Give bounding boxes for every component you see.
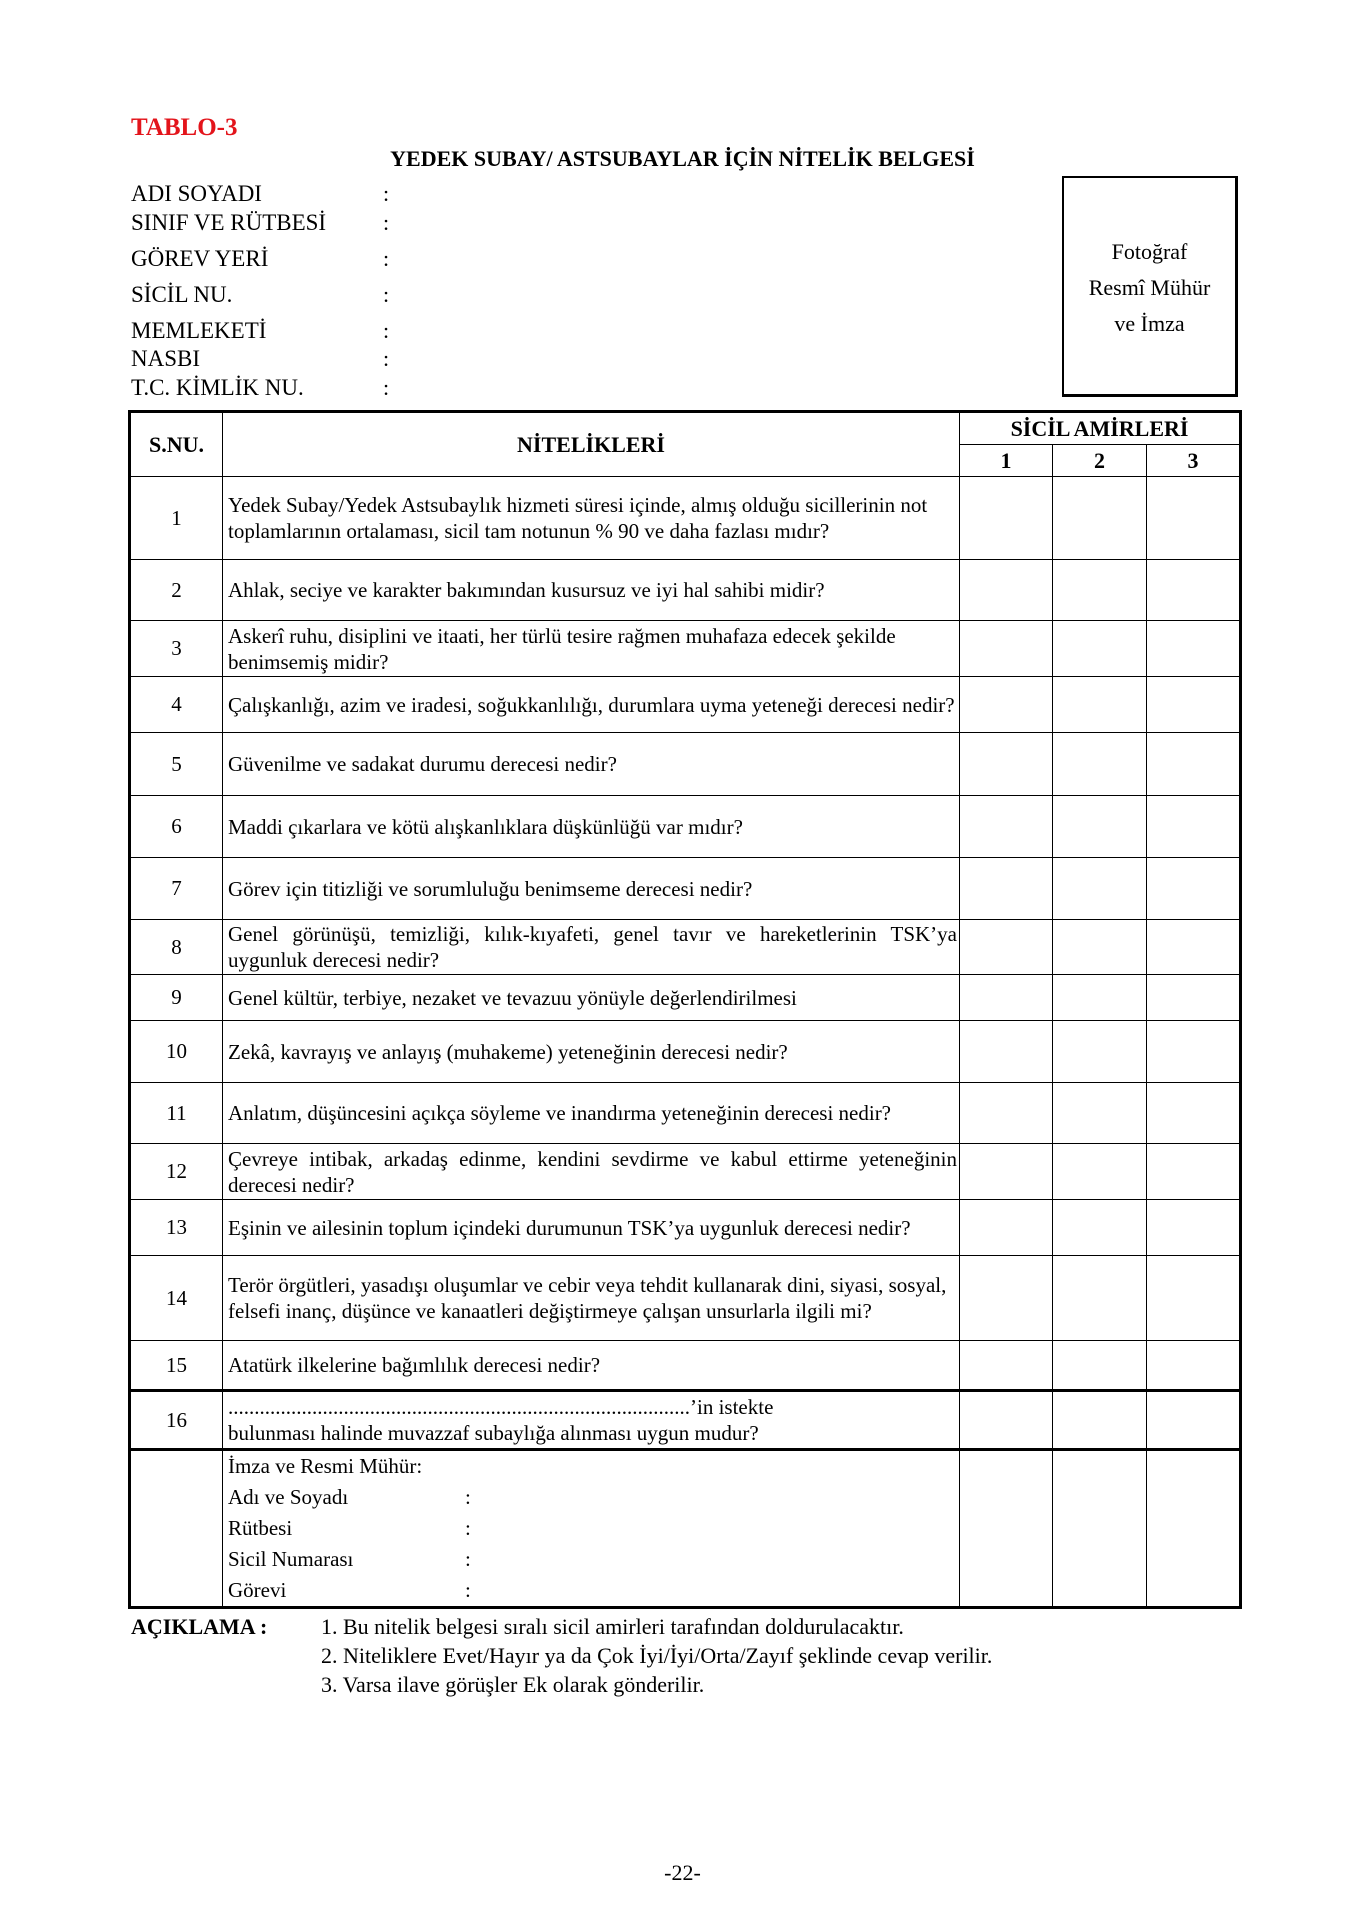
table-row <box>130 1256 1241 1341</box>
qualification-table <box>128 410 1242 1609</box>
answer-cell-1[interactable] <box>960 1391 1053 1450</box>
row-number: 6 <box>130 796 223 858</box>
info-colon: : <box>383 246 390 271</box>
table-label: TABLO-3 <box>131 114 238 141</box>
row-number: 2 <box>130 560 223 621</box>
answer-cell-2[interactable] <box>1053 975 1147 1021</box>
photo-label: Resmî Mühür <box>1088 275 1211 300</box>
table-row <box>130 560 1241 621</box>
answer-cell-3[interactable] <box>1147 1256 1241 1341</box>
answer-cell-1[interactable] <box>960 560 1053 621</box>
row-number: 10 <box>130 1021 223 1083</box>
answer-cell-3[interactable] <box>1147 1083 1241 1144</box>
signature-title: İmza ve Resmi Mühür: <box>228 1454 423 1478</box>
table-row <box>130 858 1241 920</box>
header-sicil-1: 1 <box>960 445 1053 477</box>
info-label: NASBI <box>131 346 201 371</box>
signature-colon: : <box>465 1547 471 1571</box>
header-nitelikler: NİTELİKLERİ <box>223 412 960 477</box>
answer-cell-1[interactable] <box>960 1083 1053 1144</box>
answer-cell-1[interactable] <box>960 1256 1053 1341</box>
photo-label: Fotoğraf <box>1111 239 1188 264</box>
signature-block <box>223 1450 960 1608</box>
row-question: Görev için titizliği ve sorumluluğu benimseme derecesi nedir? <box>223 858 960 920</box>
row-number: 16 <box>130 1391 223 1450</box>
row-question: Askerî ruhu, disiplini ve itaati, her türlü tesire rağmen muhafaza edecek şekilde benimsemiş midir? <box>223 621 960 677</box>
answer-cell-1[interactable] <box>960 975 1053 1021</box>
answer-cell-3[interactable] <box>1147 677 1241 733</box>
table-row <box>130 1144 1241 1200</box>
answer-cell-3[interactable] <box>1147 1341 1241 1391</box>
answer-cell-2[interactable] <box>1053 1391 1147 1450</box>
answer-cell-3[interactable] <box>1147 1391 1241 1450</box>
signature-label: Görevi <box>228 1578 287 1602</box>
row-number: 13 <box>130 1200 223 1256</box>
row-question: Çevreye intibak, arkadaş edinme, kendini sevdirme ve kabul ettirme yeteneğinin derecesi nedir? <box>223 1144 960 1200</box>
signature-label: Rütbesi <box>228 1516 293 1540</box>
answer-cell-2[interactable] <box>1053 796 1147 858</box>
info-label: GÖREV YERİ <box>131 246 269 271</box>
info-label: T.C. KİMLİK NU. <box>131 375 304 400</box>
note-item: 1. Bu nitelik belgesi sıralı sicil amirleri tarafından doldurulacaktır. <box>321 1614 904 1639</box>
info-colon: : <box>383 346 390 371</box>
header-sicil-3: 3 <box>1147 445 1241 477</box>
row-number: 15 <box>130 1341 223 1391</box>
header-sicil-amirleri: SİCİL AMİRLERİ <box>960 412 1241 445</box>
table-row <box>130 1021 1241 1083</box>
row-question: Ahlak, seciye ve karakter bakımından kusursuz ve iyi hal sahibi midir? <box>223 560 960 621</box>
info-label: SINIF VE RÜTBESİ <box>131 210 327 235</box>
answer-cell-1[interactable] <box>960 1200 1053 1256</box>
signature-cell-1[interactable] <box>960 1450 1053 1608</box>
note-item: 3. Varsa ilave görüşler Ek olarak gönderilir. <box>321 1672 705 1697</box>
signature-field <box>228 1482 957 1513</box>
signature-colon: : <box>465 1485 471 1509</box>
answer-cell-3[interactable] <box>1147 1021 1241 1083</box>
answer-cell-1[interactable] <box>960 858 1053 920</box>
table-row <box>130 1341 1241 1391</box>
answer-cell-1[interactable] <box>960 677 1053 733</box>
answer-cell-1[interactable] <box>960 621 1053 677</box>
page-number: -22- <box>664 1860 701 1885</box>
answer-cell-2[interactable] <box>1053 621 1147 677</box>
row-question: Genel görünüşü, temizliği, kılık-kıyafeti, genel tavır ve hareketlerinin TSK’ya uygunluk derecesi nedir? <box>223 920 960 975</box>
notes-label: AÇIKLAMA : <box>131 1614 268 1639</box>
answer-cell-2[interactable] <box>1053 1341 1147 1391</box>
answer-cell-3[interactable] <box>1147 1144 1241 1200</box>
table-row <box>130 920 1241 975</box>
answer-cell-3[interactable] <box>1147 920 1241 975</box>
signature-label: Sicil Numarası <box>228 1547 354 1571</box>
signature-cell-3[interactable] <box>1147 1450 1241 1608</box>
signature-cell-2[interactable] <box>1053 1450 1147 1608</box>
row-question: Güvenilme ve sadakat durumu derecesi nedir? <box>223 733 960 796</box>
answer-cell-3[interactable] <box>1147 733 1241 796</box>
table-row <box>130 677 1241 733</box>
answer-cell-2[interactable] <box>1053 920 1147 975</box>
row16-line2: bulunması halinde muvazzaf subaylığa alınması uygun mudur? <box>228 1421 759 1445</box>
answer-cell-2[interactable] <box>1053 1144 1147 1200</box>
answer-cell-2[interactable] <box>1053 858 1147 920</box>
note-item: 2. Niteliklere Evet/Hayır ya da Çok İyi/İyi/Orta/Zayıf şeklinde cevap verilir. <box>321 1643 993 1668</box>
answer-cell-3[interactable] <box>1147 796 1241 858</box>
table-row <box>130 1200 1241 1256</box>
signature-field <box>228 1513 957 1544</box>
table-row <box>130 621 1241 677</box>
row-question: Atatürk ilkelerine bağımlılık derecesi nedir? <box>223 1341 960 1391</box>
table-row <box>130 733 1241 796</box>
answer-cell-3[interactable] <box>1147 621 1241 677</box>
answer-cell-2[interactable] <box>1053 477 1147 560</box>
row-question: Eşinin ve ailesinin toplum içindeki durumunun TSK’ya uygunluk derecesi nedir? <box>223 1200 960 1256</box>
row-number: 7 <box>130 858 223 920</box>
info-colon: : <box>383 282 390 307</box>
row-number: 4 <box>130 677 223 733</box>
table-row <box>130 975 1241 1021</box>
row-number: 12 <box>130 1144 223 1200</box>
answer-cell-3[interactable] <box>1147 975 1241 1021</box>
row-number: 5 <box>130 733 223 796</box>
signature-field <box>228 1544 957 1575</box>
row-number: 1 <box>130 477 223 560</box>
info-colon: : <box>383 375 390 400</box>
signature-colon: : <box>465 1516 471 1540</box>
row16-line1: ........................................................................................’in istekte <box>228 1395 774 1419</box>
row-question: Çalışkanlığı, azim ve iradesi, soğukkanlılığı, durumlara uyma yeteneği derecesi nedir? <box>223 677 960 733</box>
photo-box <box>1062 176 1238 397</box>
answer-cell-3[interactable] <box>1147 858 1241 920</box>
empty-cell <box>130 1450 223 1608</box>
table-row <box>130 796 1241 858</box>
answer-cell-1[interactable] <box>960 920 1053 975</box>
signature-colon: : <box>465 1578 471 1602</box>
answer-cell-2[interactable] <box>1053 733 1147 796</box>
answer-cell-1[interactable] <box>960 796 1053 858</box>
row-question: Maddi çıkarlara ve kötü alışkanlıklara düşkünlüğü var mıdır? <box>223 796 960 858</box>
answer-cell-2[interactable] <box>1053 677 1147 733</box>
info-label: MEMLEKETİ <box>131 318 267 343</box>
row-question: Terör örgütleri, yasadışı oluşumlar ve cebir veya tehdit kullanarak dini, siyasi, sosyal, felsefi inanç, düşünce ve kanaatleri değiştirmeye çalışan unsurlarla ilgili mi? <box>223 1256 960 1341</box>
answer-cell-2[interactable] <box>1053 1256 1147 1341</box>
signature-row <box>130 1450 1241 1608</box>
document-title: YEDEK SUBAY/ ASTSUBAYLAR İÇİN NİTELİK BELGESİ <box>390 146 975 171</box>
answer-cell-1[interactable] <box>960 1341 1053 1391</box>
header-sn: S.NU. <box>130 412 223 477</box>
answer-cell-1[interactable] <box>960 477 1053 560</box>
info-colon: : <box>383 210 390 235</box>
answer-cell-2[interactable] <box>1053 1200 1147 1256</box>
signature-field <box>228 1575 957 1606</box>
row-number: 11 <box>130 1083 223 1144</box>
info-label: SİCİL NU. <box>131 282 233 307</box>
row-question <box>223 1391 960 1450</box>
row-question: Anlatım, düşüncesini açıkça söyleme ve inandırma yeteneğinin derecesi nedir? <box>223 1083 960 1144</box>
info-label: ADI SOYADI <box>131 181 262 206</box>
answer-cell-1[interactable] <box>960 1144 1053 1200</box>
header-sicil-2: 2 <box>1053 445 1147 477</box>
answer-cell-3[interactable] <box>1147 477 1241 560</box>
row-question: Zekâ, kavrayış ve anlayış (muhakeme) yeteneğinin derecesi nedir? <box>223 1021 960 1083</box>
answer-cell-2[interactable] <box>1053 1083 1147 1144</box>
answer-cell-2[interactable] <box>1053 1021 1147 1083</box>
photo-label: ve İmza <box>1114 311 1185 336</box>
answer-cell-3[interactable] <box>1147 560 1241 621</box>
row-number: 9 <box>130 975 223 1021</box>
answer-cell-1[interactable] <box>960 1021 1053 1083</box>
table-row <box>130 1391 1241 1450</box>
info-colon: : <box>383 181 390 206</box>
table-row <box>130 1083 1241 1144</box>
row-question: Yedek Subay/Yedek Astsubaylık hizmeti süresi içinde, almış olduğu sicillerinin not toplamlarının ortalaması, sicil tam notunun % 90 ve daha fazlası mıdır? <box>223 477 960 560</box>
table-row <box>130 477 1241 560</box>
row-number: 14 <box>130 1256 223 1341</box>
answer-cell-1[interactable] <box>960 733 1053 796</box>
row-number: 8 <box>130 920 223 975</box>
row-question: Genel kültür, terbiye, nezaket ve tevazuu yönüyle değerlendirilmesi <box>223 975 960 1021</box>
answer-cell-2[interactable] <box>1053 560 1147 621</box>
signature-label: Adı ve Soyadı <box>228 1485 349 1509</box>
answer-cell-3[interactable] <box>1147 1200 1241 1256</box>
info-colon: : <box>383 318 390 343</box>
row-number: 3 <box>130 621 223 677</box>
